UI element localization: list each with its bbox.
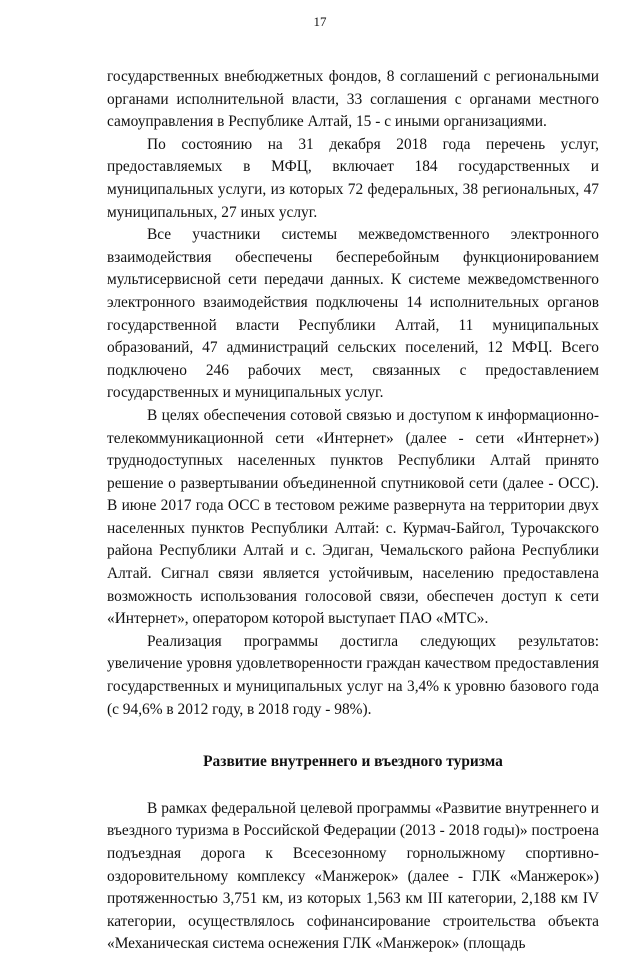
paragraph-mfc-services: По состоянию на 31 декабря 2018 года перечень услуг, предоставляемых в МФЦ, включает 184 государственных и муниципальных услуги, из которых 72 федеральных, 38 региональных, 47 муниципальных, 27 иных услуг. [107,135,599,221]
paragraph-interagency-network: Все участники системы межведомственного электронного взаимодействия обеспечены бесперебойным функционированием мультисервисной сети передачи данных. К системе межведомственного электронного взаимодействия подключены 14 исполнительных органов государственной власти Республики Алтай, 11 муниципальных образований, 47 администраций сельских поселений, 12 МФЦ. Всего подключено 246 рабочих мест, связанных с предоставлением государственных и муниципальных услуг. [107,226,599,402]
paragraph-satellite-network: В целях обеспечения сотовой связью и доступом к информационно-телекоммуникационной сети «Интернет» (далее - сети «Интернет») труднодоступных населенных пунктов Республики Алтай принято решение о развертывании объединенной спутниковой сети (далее - ОСС). В июне 2017 года ОСС в тестовом режиме развернута на территории двух населенных пунктов Республики Алтай: с. Курмач-Байгол, Турочакского района Республики Алтай и с. Эдиган, Чемальского района Республики Алтай. Сигнал связи является устойчивым, населению предоставлена возможность использования голосовой связи, обеспечен доступ к сети «Интернет», оператором которой выступает ПАО «МТС». [107,406,599,628]
document-body [107,66,599,956]
paragraph-program-results: Реализация программы достигла следующих результатов: увеличение уровня удовлетворенности граждан качеством предоставления государственных и муниципальных услуг на 3,4% к уровню базового года (с 94,6% в 2012 году, в 2018 году - 98%). [107,632,599,718]
page-number: 17 [313,14,327,29]
section-title: Развитие внутреннего и въездного туризма [203,753,503,771]
paragraph-agreements: государственных внебюджетных фондов, 8 соглашений с региональными органами исполнительной власти, 33 соглашения с органами местного самоуправления в Республике Алтай, 15 - с иными организациями. [107,68,599,131]
paragraph-tourism-program: В рамках федеральной целевой программы «Развитие внутреннего и въездного туризма в Российской Федерации (2013 - 2018 годы)» построена подъездная дорога к Всесезонному горнолыжному спортивно-оздоровительному комплексу «Манжерок» (далее - ГЛК «Манжерок») протяженностью 3,751 км, из которых 1,563 км III категории, 2,188 км IV категории, осуществлялось софинансирование строительства объекта «Механическая система оснежения ГЛК «Манжерок» (площадь [107,799,599,953]
